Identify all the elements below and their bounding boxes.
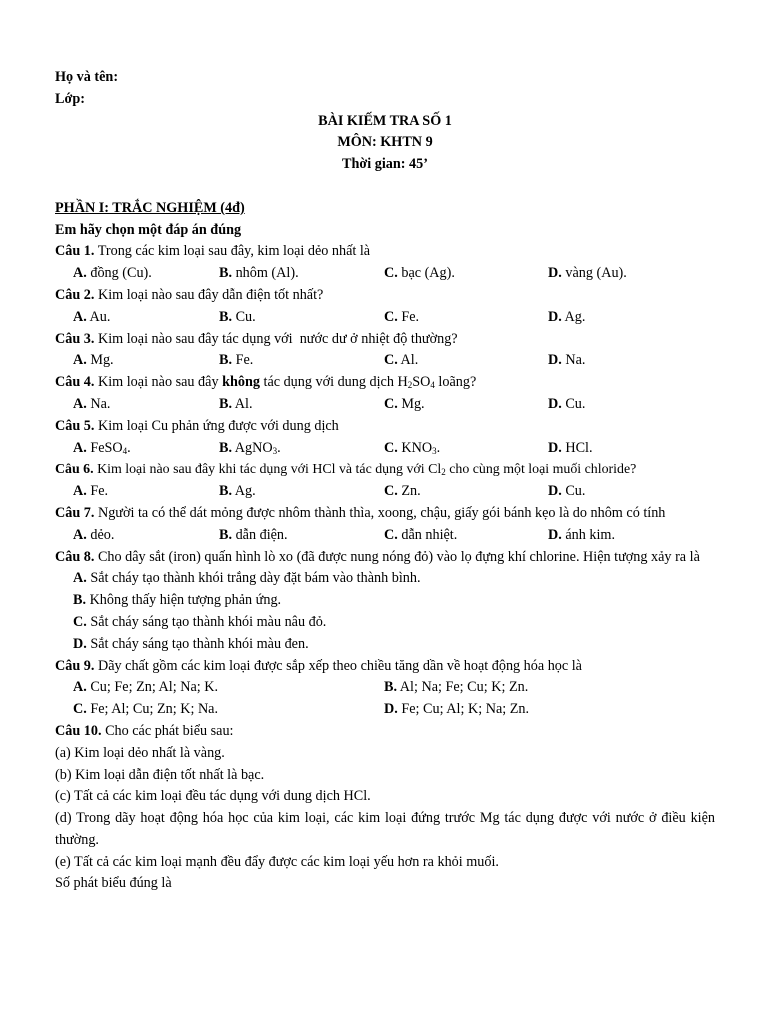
option-d: D. vàng (Au). <box>548 265 627 282</box>
question-text: Kim loại Cu phản ứng được với dung dịch <box>94 417 339 434</box>
option-b: B. Al; Na; Fe; Cu; K; Zn. <box>384 679 529 696</box>
exam-time: Thời gian: 45’ <box>342 156 428 173</box>
exam-subject: MÔN: KHTN 9 <box>337 134 433 151</box>
option-a: A. Au. <box>73 308 111 325</box>
options-row <box>55 307 715 329</box>
option-b: B. AgNO$_3$. <box>219 439 281 456</box>
option-c: C. bạc (Ag). <box>384 265 455 282</box>
option-b: B. Ag. <box>219 483 256 500</box>
section-instruction: Em hãy chọn một đáp án đúng <box>55 221 242 238</box>
question-label: Câu 9. <box>55 657 95 674</box>
options-row <box>55 263 715 285</box>
question-text: Người ta có thể dát mỏng được nhôm thành thìa, xoong, chậu, giấy gói bánh kẹo là do nhôm có tính <box>94 504 666 521</box>
option-d: D. Ag. <box>548 308 586 325</box>
question-label: Câu 7. <box>55 504 95 521</box>
options-row <box>55 394 715 416</box>
option-d: D. HCl. <box>548 439 593 456</box>
option-b: B. nhôm (Al). <box>219 265 299 282</box>
option-a: A. Fe. <box>73 483 109 500</box>
question-6: Câu 6. Kim loại nào sau đây khi tác dụng với HCl và tác dụng với $Cl_2$ cho cùng một loại muối chloride? <box>55 462 637 478</box>
question-label: Câu 4. <box>55 374 95 391</box>
option-a: A. dẻo. <box>73 526 115 543</box>
question-text: Kim loại nào sau đây tác dụng với nước dư ở nhiệt độ thường? <box>94 330 458 347</box>
exam-title: BÀI KIẾM TRA SỐ 1 <box>318 112 452 129</box>
question-3 <box>55 329 715 351</box>
option-a: A. Cu; Fe; Zn; Al; Na; K. <box>73 679 219 696</box>
option-c: C. Mg. <box>384 395 425 412</box>
option-a: A. Mg. <box>73 352 114 369</box>
option-a: A. Na. <box>73 395 111 412</box>
question-text: Dãy chất gồm các kim loại được sắp xếp theo chiều tăng dần về hoạt động hóa học là <box>94 657 582 674</box>
section-title: PHẦN I: TRẮC NGHIỆM (4đ) <box>55 199 245 216</box>
statement-d: (d) Trong dãy hoạt động hóa học của kim loại, các kim loại đứng trước Mg tác dụng được với nước ở điều kiện thường. <box>55 810 715 848</box>
question-10 <box>55 721 715 743</box>
option-b: B. Cu. <box>219 308 256 325</box>
option-a: A. FeSO$_4$. <box>73 439 131 456</box>
option-d: D. Na. <box>548 352 586 369</box>
option-b: B. Al. <box>219 395 253 412</box>
question-8 <box>55 547 715 569</box>
question-label: Câu 10. <box>55 722 102 739</box>
option-c: C. $KNO_3$. <box>384 439 441 456</box>
question-text: Kim loại nào sau đây dẫn điện tốt nhất? <box>94 286 324 303</box>
option-c: C. Fe; Al; Cu; Zn; K; Na. <box>73 701 219 718</box>
question-label: Câu 8. <box>55 548 95 565</box>
question-9 <box>55 656 715 678</box>
options-row <box>55 481 715 503</box>
option-b: B. dẫn điện. <box>219 526 288 543</box>
option-d: D. Fe; Cu; Al; K; Na; Zn. <box>384 701 530 718</box>
class-label: Lớp: <box>55 90 85 107</box>
question-label: Câu 2. <box>55 286 95 303</box>
option-a: A. đồng (Cu). <box>73 265 152 282</box>
option-a: A. Sắt cháy tạo thành khói trắng dày đặt bám vào thành bình. <box>73 570 421 587</box>
question-2 <box>55 285 715 307</box>
statement-c: (c) Tất cả các kim loại đều tác dụng với dung dịch HCl. <box>55 788 371 805</box>
question-label: Câu 1. <box>55 243 95 260</box>
question-label: Câu 3. <box>55 330 95 347</box>
option-d: D. ánh kim. <box>548 526 615 543</box>
statement-a: (a) Kim loại dẻo nhất là vàng. <box>55 744 225 761</box>
options-row <box>55 525 715 547</box>
options-row <box>55 350 715 372</box>
question-5 <box>55 416 715 438</box>
statement-b: (b) Kim loại dẫn điện tốt nhất là bạc. <box>55 766 265 783</box>
question-label: Câu 6. <box>55 462 94 478</box>
option-c: C. dẫn nhiệt. <box>384 526 458 543</box>
question-text: Cho dây sắt (iron) quấn hình lò xo (đã được nung nóng đỏ) vào lọ đựng khí chlorine. Hiện tượng xảy ra là <box>94 548 700 565</box>
options-row <box>55 438 715 460</box>
exam-page <box>55 67 715 895</box>
option-d: D. Cu. <box>548 395 586 412</box>
question-text: Cho các phát biểu sau: <box>101 722 234 739</box>
option-b: B. Fe. <box>219 352 254 369</box>
option-d: D. Sắt cháy sáng tạo thành khói màu đen. <box>73 635 309 652</box>
option-b: B. Không thấy hiện tượng phản ứng. <box>73 592 282 609</box>
question-10-prompt: Số phát biểu đúng là <box>55 875 172 892</box>
options-row <box>55 699 715 721</box>
statement-e: (e) Tất cả các kim loại mạnh đều đẩy được các kim loại yếu hơn ra khỏi muối. <box>55 853 499 870</box>
question-label: Câu 5. <box>55 417 95 434</box>
option-c: C. Al. <box>384 352 419 369</box>
question-7 <box>55 503 715 525</box>
question-1 <box>55 241 715 263</box>
question-text: Trong các kim loại sau đây, kim loại dẻo nhất là <box>94 243 371 260</box>
options-row <box>55 677 715 699</box>
option-c: C. Sắt cháy sáng tạo thành khói màu nâu đỏ. <box>73 613 327 630</box>
option-c: C. Fe. <box>384 308 420 325</box>
question-4: Câu 4. Kim loại nào sau đây không tác dụng với dung dịch $H_2SO_4$ loãng? <box>55 374 477 391</box>
option-d: D. Cu. <box>548 483 586 500</box>
option-c: C. Zn. <box>384 483 421 500</box>
name-label: Họ và tên: <box>55 69 119 85</box>
